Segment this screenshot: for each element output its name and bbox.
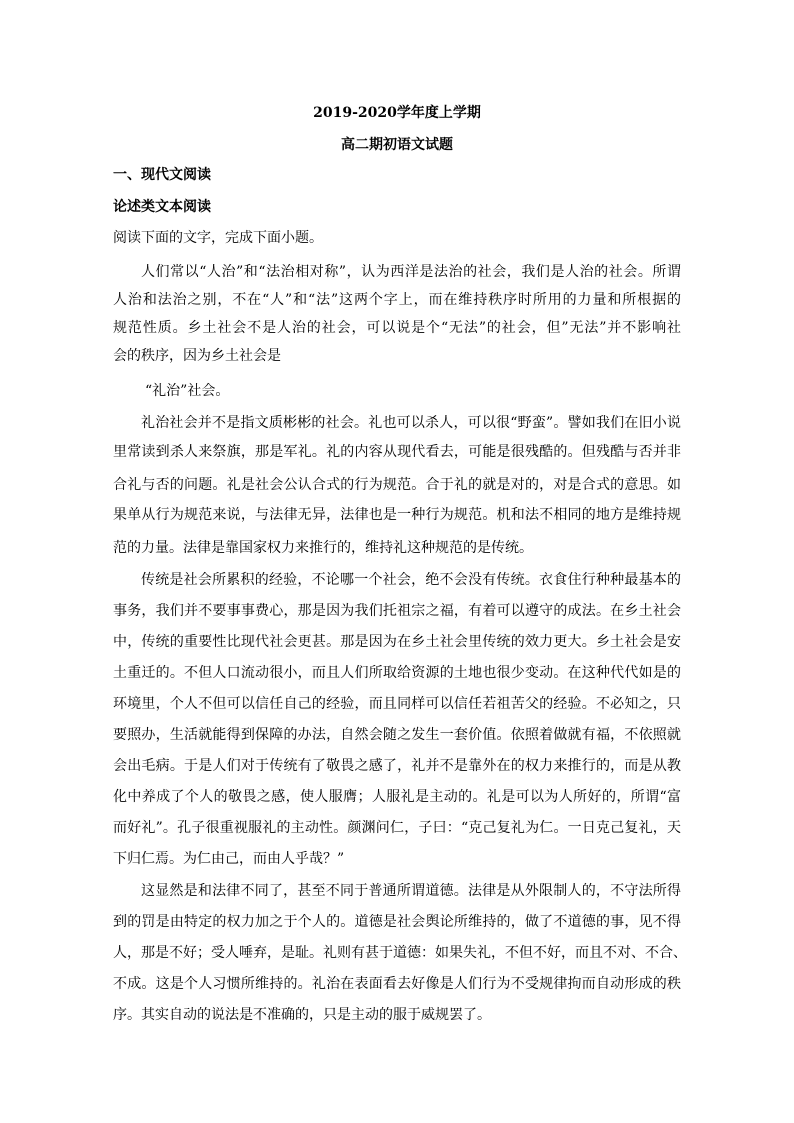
section-heading: 一、现代文阅读 [113,167,211,183]
paragraph-line: 要照办，生活就能得到保障的办法，自然会随之发生一套价值。依照着做就有福，不依照就 [113,727,681,743]
paragraph-line: 序。其实自动的说法是不准确的，只是主动的服于威规罢了。 [113,1007,491,1023]
page-subtitle: 高二期初语文试题 [341,137,453,153]
subsection-heading: 论述类文本阅读 [113,199,211,215]
page-title: 2019-2020学年度上学期 [313,105,481,121]
paragraph-line: 里常读到杀人来祭旗，那是军礼。礼的内容从现代看去，可能是很残酷的。但残酷与否并非 [113,444,681,460]
paragraph-line: 会的秩序，因为乡土社会是 [113,348,281,364]
paragraph-line: 不成。这是个人习惯所维持的。礼治在表面看去好像是人们行为不受规律拘而自动形成的秩 [113,976,681,992]
paragraph-line: 人治和法治之别，不在“人”和“法”这两个字上，而在维持秩序时所用的力量和所根据的 [113,292,681,308]
paragraph-line: 土重迁的。不但人口流动很小，而且人们所取给资源的土地也很少变动。在这种代代如是的 [113,665,681,681]
paragraph-line: 到的罚是由特定的权力加之于个人的。道德是社会舆论所维持的，做了不道德的事，见不得 [113,914,681,930]
paragraph-line: 化中养成了个人的敬畏之感，使人服膺；人服礼是主动的。礼是可以为人所好的，所谓“富 [113,789,681,805]
instruction-text: 阅读下面的文字，完成下面小题。 [113,230,323,246]
paragraph-line: 人，那是不好；受人唾弃，是耻。礼则有甚于道德：如果失礼，不但不好，而且不对、不合、 [113,945,687,961]
paragraph-line: “礼治”社会。 [145,383,230,399]
paragraph-line: 会出毛病。于是人们对于传统有了敬畏之感了，礼并不是靠外在的权力来推行的，而是从教 [113,758,681,774]
paragraph-line: 环境里，个人不但可以信任自己的经验，而且同样可以信任若祖苦父的经验。不必知之，只 [113,696,681,712]
paragraph-line: 范的力量。法律是靠国家权力来推行的，维持礼这种规范的是传统。 [113,540,533,556]
paragraph-line: 礼治社会并不是指文质彬彬的社会。礼也可以杀人，可以很“野蛮”。譬如我们在旧小说 [141,415,681,431]
paragraph-line: 这显然是和法律不同了，甚至不同于普通所谓道德。法律是从外限制人的，不守法所得 [141,883,681,899]
paragraph-line: 传统是社会所累积的经验，不论哪一个社会，绝不会没有传统。衣食住行种种最基本的 [141,572,681,588]
paragraph-line: 合礼与否的问题。礼是社会公认合式的行为规范。合于礼的就是对的，对是合式的意思。如 [113,477,681,493]
paragraph-line: 下归仁焉。为仁由己，而由人乎哉？” [113,851,345,867]
paragraph-line: 人们常以“人治”和“法治相对称”，认为西洋是法治的社会，我们是人治的社会。所谓 [141,264,681,280]
paragraph-line: 果单从行为规范来说，与法律无异，法律也是一种行为规范。机和法不相同的地方是维持规 [113,507,681,523]
paragraph-line: 中，传统的重要性比现代社会更甚。那是因为在乡土社会里传统的效力更大。乡土社会是安 [113,634,681,650]
paragraph-line: 规范性质。乡土社会不是人治的社会，可以说是个“无法”的社会，但”无法”并不影响社 [113,320,681,336]
paragraph-line: 事务，我们并不要事事费心，那是因为我们托祖宗之福，有着可以遵守的成法。在乡土社会 [113,603,681,619]
paragraph-line: 而好礼”。孔子很重视服礼的主动性。颜渊问仁，子曰：“克己复礼为仁。一日克己复礼，天 [113,820,681,836]
